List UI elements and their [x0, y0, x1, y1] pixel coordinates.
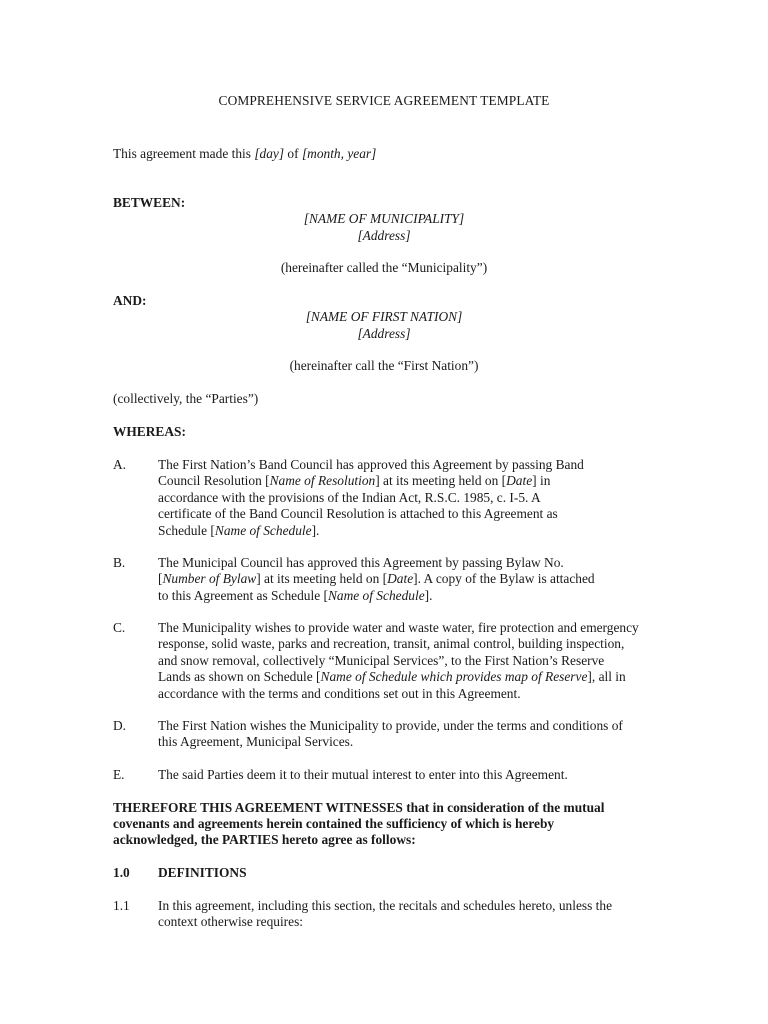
clause-number: 1.1: [113, 898, 130, 913]
recital-a-letter: A.: [113, 457, 127, 472]
recital-c-letter: C.: [113, 620, 126, 635]
party2-name: [NAME OF FIRST NATION]: [305, 309, 463, 324]
clause-line1: In this agreement, including this section, the recitals and schedules hereto, unless the: [158, 898, 613, 913]
recital-c-line4-part1: Lands as shown on Schedule [: [158, 669, 321, 685]
recital-c-line1: The Municipality wishes to provide water and waste water, fire protection and emergency: [158, 620, 639, 635]
recital-a-line3: accordance with the provisions of the Indian Act, R.S.C. 1985, c. I-5. A: [158, 489, 541, 505]
recital-a-line5-part2: ].: [311, 522, 320, 538]
recital-b-line2-part3: ]. A copy of the Bylaw is attached: [413, 571, 595, 587]
resolution-name-placeholder: Name of Resolution: [269, 473, 376, 489]
recital-b-line3: [158, 588, 658, 604]
intro-monthyear-placeholder: [month, year]: [301, 146, 377, 161]
bylaw-number-placeholder: Number of Bylaw: [162, 571, 257, 587]
section-number: 1.0: [113, 865, 130, 880]
therefore-line3: acknowledged, the PARTIES hereto agree as follows:: [113, 832, 416, 847]
party2-hereinafter: (hereinafter call the “First Nation”): [289, 358, 479, 373]
recital-a-line2-part2: ] at its meeting held on [: [375, 473, 507, 489]
and-label: AND:: [113, 293, 147, 308]
recital-c-text: [158, 620, 658, 702]
date-placeholder: Date: [387, 571, 414, 587]
party1-name: [NAME OF MUNICIPALITY]: [303, 211, 465, 226]
recital-d-line1: The First Nation wishes the Municipality to provide, under the terms and conditions of: [158, 718, 623, 733]
recital-b-line2-part1: [: [158, 571, 163, 587]
therefore-line1: THEREFORE THIS AGREEMENT WITNESSES that in consideration of the mutual: [113, 800, 605, 815]
recital-a-line2: [158, 473, 658, 489]
recital-b-letter: B.: [113, 555, 126, 570]
clause-text: [158, 898, 658, 931]
schedule-name-placeholder: Name of Schedule: [214, 522, 312, 538]
recital-b-line2: [158, 571, 658, 587]
section-heading: DEFINITIONS: [158, 865, 247, 880]
therefore-line2: covenants and agreements herein contained the sufficiency of which is hereby: [113, 816, 555, 831]
recital-a-line2-part3: ] in: [532, 473, 551, 489]
recital-c-line4: [158, 669, 658, 685]
whereas-label: WHEREAS:: [113, 424, 186, 439]
document-title: COMPREHENSIVE SERVICE AGREEMENT TEMPLATE: [218, 93, 550, 108]
date-placeholder: Date: [506, 473, 533, 489]
recital-e-letter: E.: [113, 767, 125, 782]
recital-a-line2-part1: Council Resolution [: [158, 473, 270, 489]
recital-d-line2: this Agreement, Municipal Services.: [158, 734, 354, 750]
between-label: BETWEEN:: [113, 195, 186, 210]
party2-address: [Address]: [357, 326, 411, 341]
recital-a-line5-part1: Schedule [: [158, 522, 215, 538]
intro-line: [113, 146, 376, 162]
recital-b-line3-part1: to this Agreement as Schedule [: [158, 587, 328, 603]
recital-c-line3: and snow removal, collectively “Municipal Services”, to the First Nation’s Reserve: [158, 652, 605, 668]
intro-mid: of: [284, 146, 302, 161]
recital-b-line2-part2: ] at its meeting held on [: [256, 571, 388, 587]
recital-a-line5: [158, 523, 658, 539]
recital-d-text: [158, 718, 658, 751]
intro-day-placeholder: [day]: [254, 146, 285, 161]
recital-e-line1: The said Parties deem it to their mutual interest to enter into this Agreement.: [158, 767, 568, 782]
recital-c-line5: accordance with the terms and conditions set out in this Agreement.: [158, 685, 521, 701]
party1-hereinafter: (hereinafter called the “Municipality”): [280, 260, 488, 275]
recital-b-text: [158, 555, 658, 604]
recital-a-line4: certificate of the Band Council Resolution is attached to this Agreement as: [158, 506, 558, 522]
reserve-map-schedule-placeholder: Name of Schedule which provides map of Reserve: [320, 669, 588, 685]
recital-c-line4-part2: ], all in: [587, 669, 626, 685]
party1-address: [Address]: [357, 228, 411, 243]
clause-line2: context otherwise requires:: [158, 914, 304, 930]
recital-a-line1: The First Nation’s Band Council has approved this Agreement by passing Band: [158, 457, 584, 472]
recital-d-letter: D.: [113, 718, 127, 733]
recital-a-text: [158, 457, 658, 539]
collectively-line: (collectively, the “Parties”): [113, 391, 259, 406]
recital-c-line2: response, solid waste, parks and recreation, transit, animal control, building inspection,: [158, 636, 625, 652]
intro-pre: This agreement made this: [113, 146, 255, 161]
schedule-name-placeholder: Name of Schedule: [327, 587, 425, 603]
recital-e-text: [158, 767, 658, 783]
recital-b-line3-part2: ].: [424, 587, 433, 603]
recital-b-line1: The Municipal Council has approved this Agreement by passing Bylaw No.: [158, 555, 564, 570]
